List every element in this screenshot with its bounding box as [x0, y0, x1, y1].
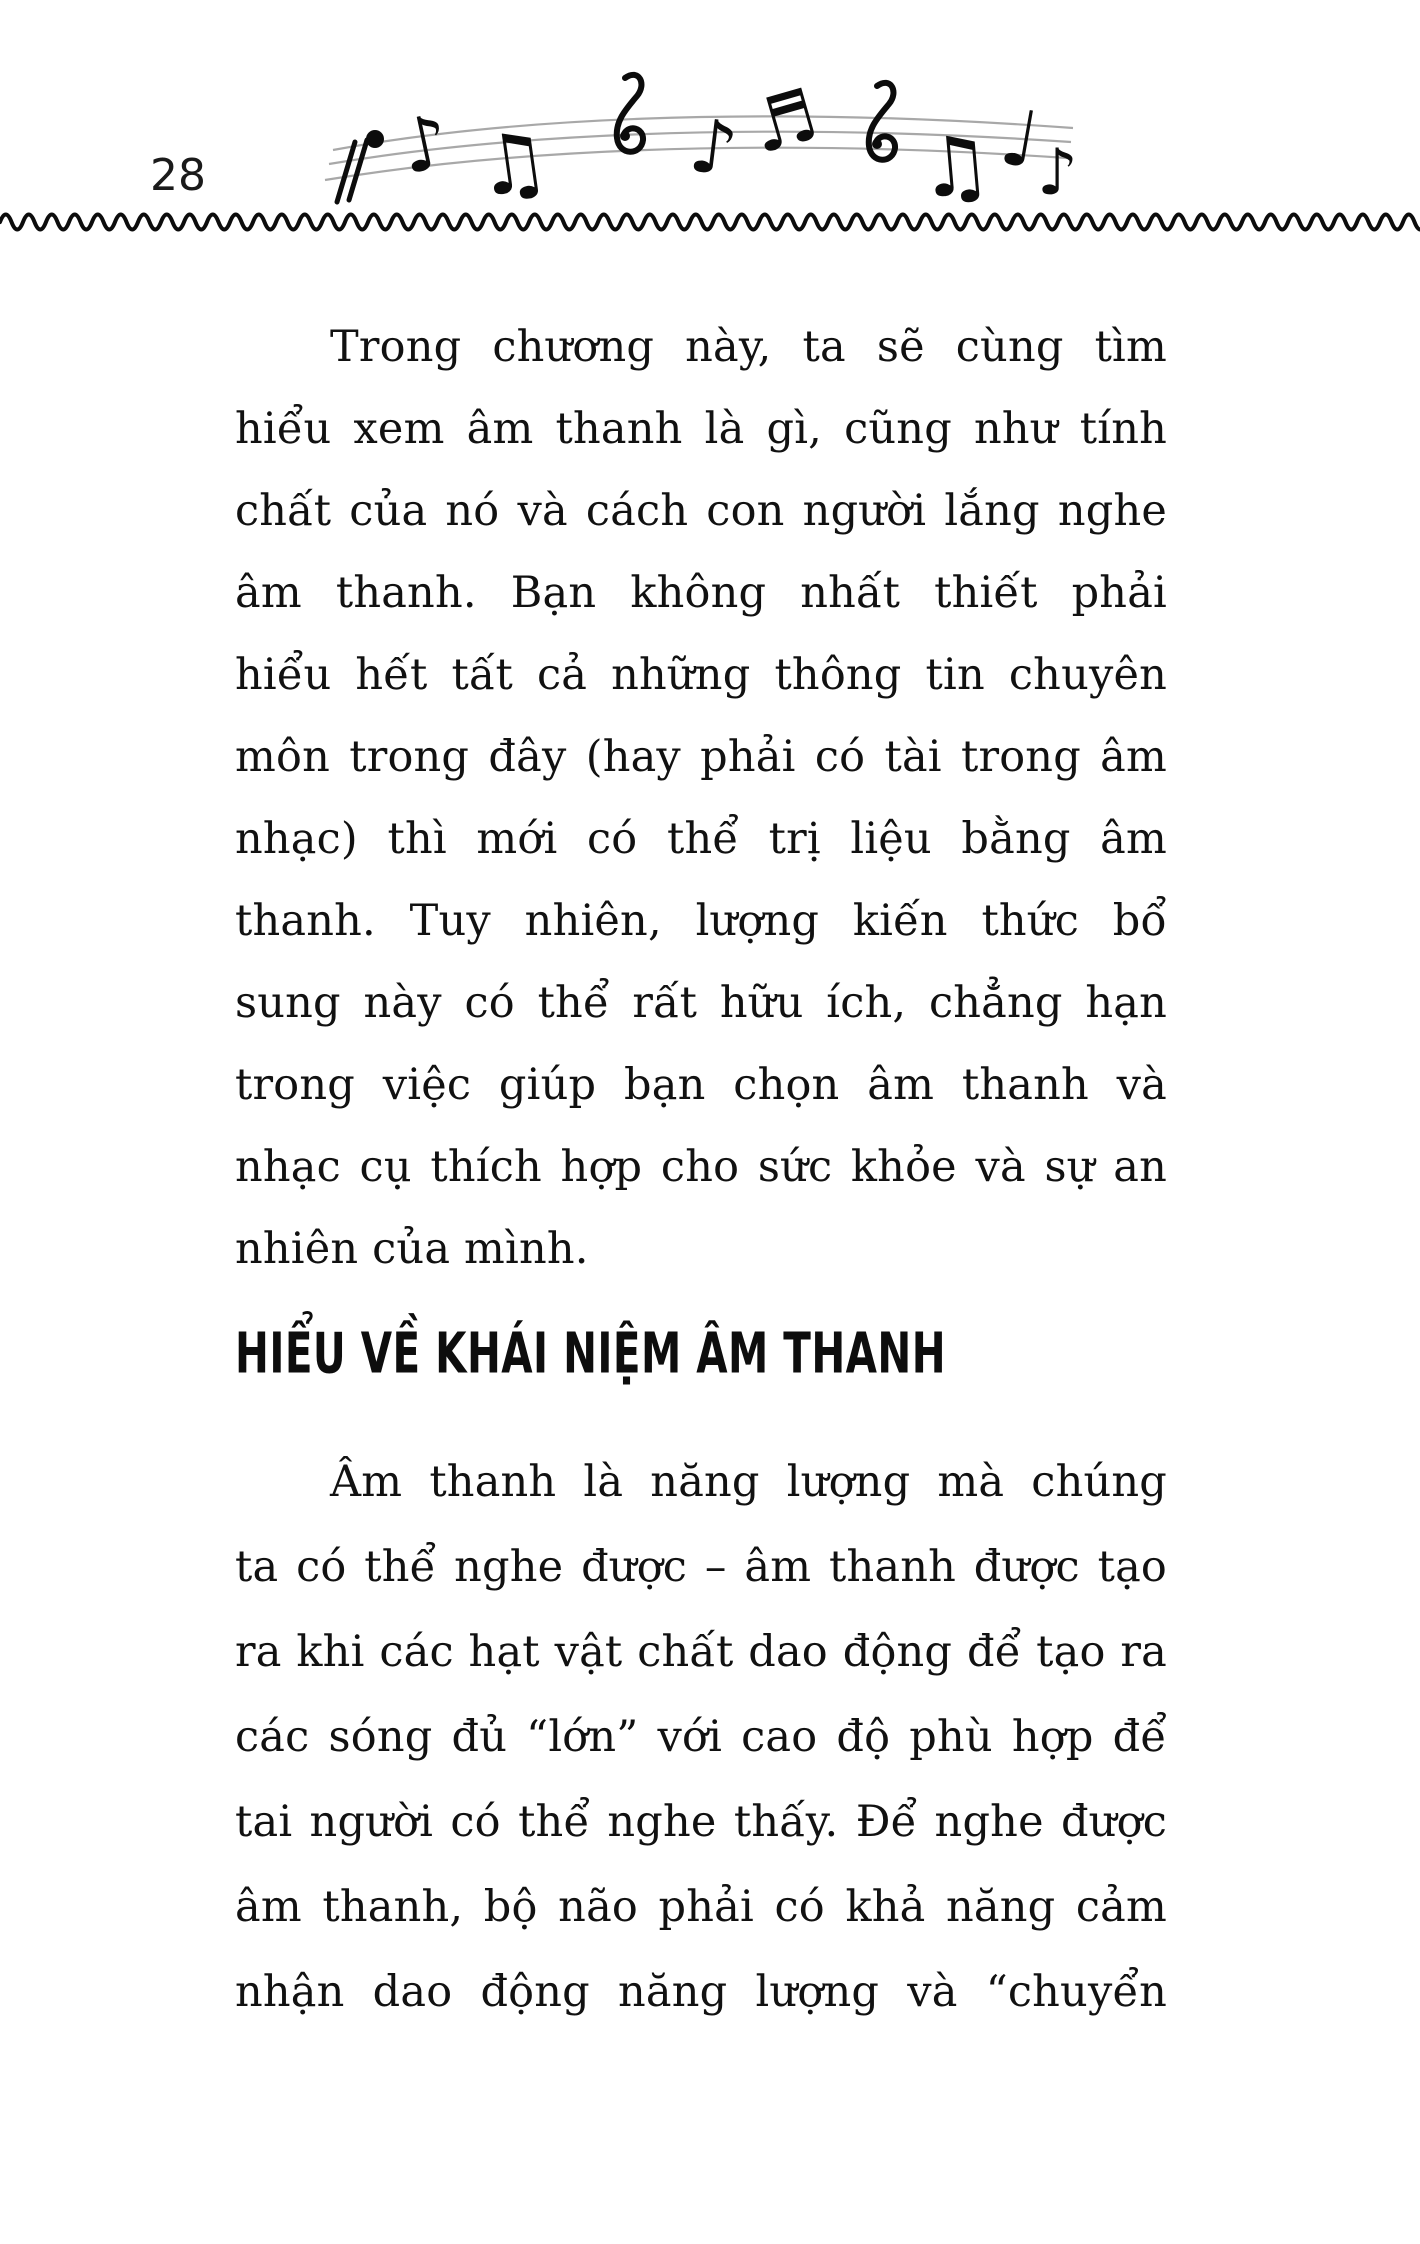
music-note-icon: ♪ [392, 97, 457, 192]
text-line: sung này có thể rất hữu ích, chẳng hạn [235, 978, 1167, 1028]
text-line: nhận dao động năng lượng và “chuyển [235, 1967, 1167, 2017]
text-line: Âm thanh là năng lượng mà chúng [330, 1457, 1167, 1507]
text-line: thanh. Tuy nhiên, lượng kiến thức bổ [235, 896, 1167, 946]
text-line: âm thanh. Bạn không nhất thiết phải [235, 568, 1167, 618]
text-line: nhạc) thì mới có thể trị liệu bằng âm [235, 814, 1167, 864]
text-line: trong việc giúp bạn chọn âm thanh và [235, 1060, 1167, 1110]
paragraph-2 [235, 1440, 1167, 2035]
music-note-icon: ♫ [914, 116, 996, 217]
text-line: các sóng đủ “lớn” với cao độ phù hợp để [235, 1712, 1167, 1762]
text-line: Trong chương này, ta sẽ cùng tìm [330, 322, 1167, 372]
music-note-icon: ♪ [1037, 136, 1078, 210]
text-line: môn trong đây (hay phải có tài trong âm [235, 732, 1167, 782]
text-line: hiểu xem âm thanh là gì, cũng như tính [235, 404, 1167, 454]
wavy-divider [0, 196, 1420, 246]
section-heading: HIỂU VỀ KHÁI NIỆM ÂM THANH [235, 1320, 947, 1386]
musical-staff-icon [315, 42, 1085, 217]
text-line: chất của nó và cách con người lắng nghe [235, 486, 1167, 536]
text-line: nhiên của mình. [235, 1224, 589, 1274]
page-number: 28 [150, 150, 206, 201]
text-line: ta có thể nghe được – âm thanh được tạo [235, 1542, 1167, 1592]
note-head-icon [366, 130, 384, 148]
music-note-icon: ♫ [469, 112, 556, 217]
text-line: hiểu hết tất cả những thông tin chuyên [235, 650, 1167, 700]
music-note-icon: ♬ [741, 71, 827, 171]
paragraph-1 [235, 306, 1167, 1290]
text-line: âm thanh, bộ não phải có khả năng cảm [235, 1882, 1167, 1932]
treble-clef-icon [617, 75, 643, 152]
music-note-icon: ♪ [684, 102, 743, 194]
wavy-divider-path [0, 215, 1420, 230]
musical-staff-decoration [315, 42, 1085, 217]
text-line: nhạc cụ thích hợp cho sức khỏe và sự an [235, 1142, 1167, 1192]
text-line: ra khi các hạt vật chất dao động để tạo ra [235, 1627, 1167, 1677]
text-line: tai người có thể nghe thấy. Để nghe được [235, 1797, 1167, 1847]
music-note-icon: ♩ [993, 92, 1046, 188]
